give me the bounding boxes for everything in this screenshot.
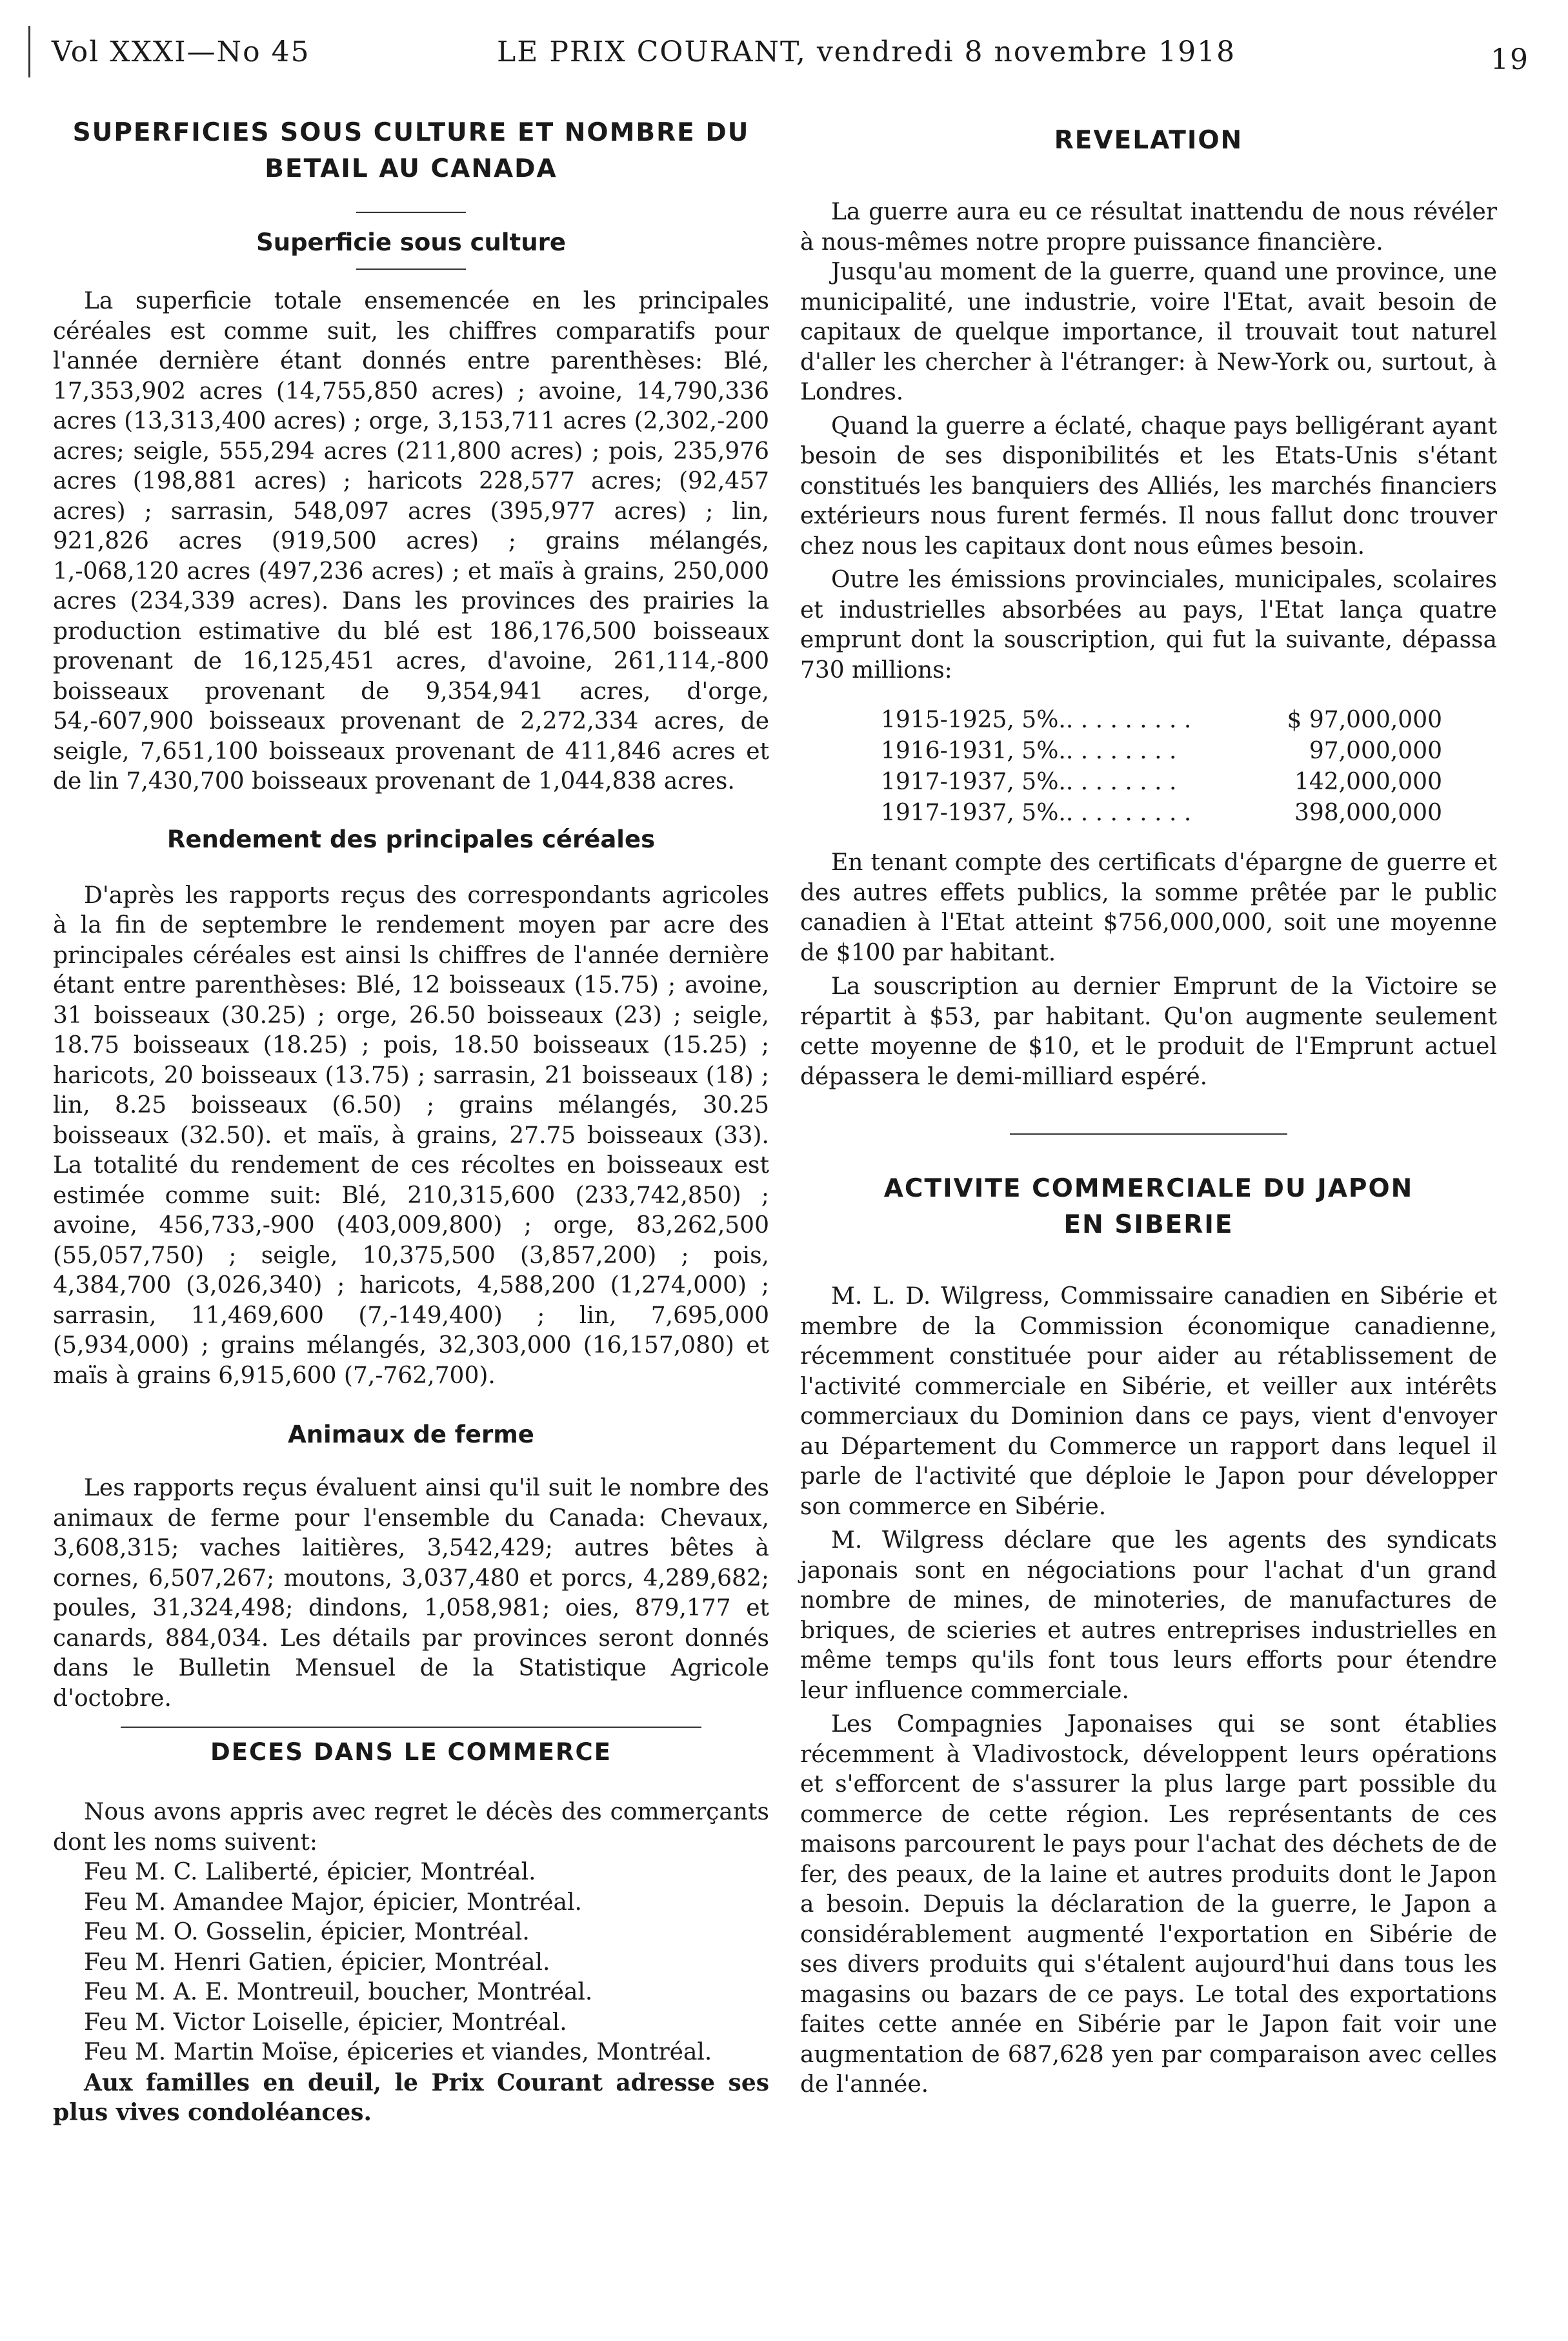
loan-period: 1916-1931, 5%.. . . . . . . . <box>881 738 1177 764</box>
article-title: REVELATION <box>1054 126 1243 155</box>
list-item: Feu M. C. Laliberté, épicier, Montréal. <box>84 1859 536 1885</box>
divider <box>356 212 466 213</box>
article-title-line2: BETAIL AU CANADA <box>265 154 558 183</box>
loan-period: 1917-1937, 5%.. . . . . . . . <box>881 769 1177 795</box>
paragraph: M. Wilgress déclare que les agents des syndicats japonais sont en négociations pour l'achat d'un grand nombre de mines, de minoteries, de manufactures de briques, de scieries et autres entreprises industrielles en même temps qu'ils font tous leurs efforts pour étendre leur influence commerciale. <box>800 1527 1497 1704</box>
paragraph: Les Compagnies Japonaises qui se sont établies récemment à Vladivostock, développent leurs opérations et s'efforcent de s'assurer la plus large part possible du commerce de cette région. Les représentants de ces maisons parcourent le pays pour l'achat des déchets de de fer, des peaux, de la laine et autres produits dont le Japon a besoin. Depuis la déclaration de la guerre, le Japon a considérablement augmenté l'exportation en Sibérie de ses divers produits qui s'étalent aujourd'hui dans tous les magasins ou bazars de ce pays. Le total des exportations faites cette année en Sibérie par le Japon fait voir une augmentation de 687,628 yen par comparaison avec celles de l'année. <box>800 1711 1497 2098</box>
margin-rule <box>28 26 30 77</box>
divider <box>356 269 466 270</box>
paragraph: M. L. D. Wilgress, Commissaire canadien en Sibérie et membre de la Commission économique canadienne, récemment constituée pour aider au rétablissement de l'activité commerciale en Sibérie, et veiller aux intérêts commerciaux du Dominion dans ce pays, vient d'envoyer au Département du Commerce un rapport dans lequel il parle de l'activité que déploie le Japon pour développer son commerce en Sibérie. <box>800 1283 1497 1520</box>
list-item: Feu M. Victor Loiselle, épicier, Montréal. <box>84 2009 567 2036</box>
paragraph: Jusqu'au moment de la guerre, quand une province, une municipalité, une industrie, voire l'Etat, avait besoin de capitaux de quelque importance, il trouvait tout naturel d'aller les chercher à l'étranger: à New-York ou, surtout, à Londres. <box>800 259 1497 405</box>
article-title-line1: ACTIVITE COMMERCIALE DU JAPON <box>883 1174 1414 1203</box>
table-row <box>881 767 1442 798</box>
list-item: Feu M. O. Gosselin, épicier, Montréal. <box>84 1919 530 1945</box>
masthead: LE PRIX COURANT, vendredi 8 novembre 1918 <box>497 35 1236 68</box>
paragraph: La souscription au dernier Emprunt de la Victoire se répartit à $53, par habitant. Qu'on augmente seulement cette moyenne de $10, et le produit de l'Emprunt actuel dépassera le demi-milliard espéré. <box>800 973 1497 1090</box>
divider <box>121 1727 701 1728</box>
list-item: Feu M. Martin Moïse, épiceries et viandes, Montréal. <box>84 2039 712 2065</box>
list-item: Feu M. Amandee Major, épicier, Montréal. <box>84 1889 582 1916</box>
article-title-line2: EN SIBERIE <box>1063 1210 1234 1239</box>
loan-amount: 97,000,000 <box>1309 738 1442 764</box>
list-item: Feu M. Henri Gatien, épicier, Montréal. <box>84 1949 550 1976</box>
loan-period: 1915-1925, 5%.. . . . . . . . . <box>881 707 1192 733</box>
paragraph: La guerre aura eu ce résultat inattendu de nous révéler à nous-mêmes notre propre puissance financière. <box>800 199 1497 256</box>
paragraph: Aux familles en deuil, le Prix Courant adresse ses plus vives condoléances. <box>53 2069 769 2126</box>
paragraph: Outre les émissions provinciales, municipales, scolaires et industrielles absorbées au pays, l'Etat lança quatre emprunt dont la souscription, qui fut la suivante, dépassa 730 millions: <box>800 567 1497 684</box>
paragraph: D'après les rapports reçus des correspondants agricoles à la fin de septembre le rendement moyen par acre des principales céréales est ainsi ls chiffres de l'année dernière étant entre parenthèses: Blé, 12 boisseaux (15.75) ; avoine, 31 boisseaux (30.25) ; orge, 26.50 boisseaux (23) ; seigle, 18.75 boisseaux (18.25) ; pois, 18.50 boisseaux (15.25) ; haricots, 20 boisseaux (13.75) ; sarrasin, 21 boisseaux (18) ; lin, 8.25 boisseaux (6.50) ; grains mélangés, 30.25 boisseaux (32.50). et maïs, à grains, 27.75 boisseaux (33). La totalité du rendement de ces récoltes en boisseaux est estimée comme suit: Blé, 210,315,600 (233,742,850) ; avoine, 456,733,-900 (403,009,800) ; orge, 83,262,500 (55,057,750) ; seigle, 10,375,500 (3,857,200) ; pois, 4,384,700 (3,026,340) ; haricots, 4,588,200 (1,274,000) ; sarrasin, 11,469,600 (7,-149,400) ; lin, 7,695,000 (5,934,000) ; grains mélangés, 32,303,000 (16,157,080) et maïs à grains 6,915,600 (7,-762,700). <box>53 882 769 1389</box>
loan-amount: 142,000,000 <box>1294 769 1442 795</box>
page-header <box>52 35 1529 87</box>
paragraph: Nous avons appris avec regret le décès des commerçants dont les noms suivent: <box>53 1799 769 1856</box>
loan-amount: $ 97,000,000 <box>1287 707 1442 733</box>
section-heading: Rendement des principales céréales <box>166 825 656 853</box>
paragraph: Les rapports reçus évaluent ainsi qu'il suit le nombre des animaux de ferme pour l'ensemble du Canada: Chevaux, 3,608,315; vaches laitières, 3,542,429; autres bêtes à cornes, 6,507,267; moutons, 3,037,480 et porcs, 4,289,682; poules, 31,324,498; dindons, 1,058,981; oies, 879,177 et canards, 884,034. Les détails par provinces seront donnés dans le Bulletin Mensuel de la Statistique Agricole d'octobre. <box>53 1475 769 1712</box>
deceased-list <box>53 1858 769 2068</box>
paragraph: En tenant compte des certificats d'épargne de guerre et des autres effets publics, la somme prêtée par le public canadien à l'Etat atteint $756,000,000, soit une moyenne de $100 par habitant. <box>800 849 1497 966</box>
table-row <box>881 705 1442 736</box>
article-title-line1: SUPERFICIES SOUS CULTURE ET NOMBRE DU <box>72 118 750 147</box>
table-row <box>881 736 1442 767</box>
list-item: Feu M. A. E. Montreuil, boucher, Montréal. <box>84 1979 593 2005</box>
right-column <box>800 103 1497 2100</box>
divider <box>1010 1133 1287 1135</box>
loan-table <box>881 705 1442 829</box>
section-heading: Animaux de ferme <box>288 1421 534 1448</box>
section-heading: Superficie sous culture <box>256 228 566 256</box>
left-column <box>53 103 769 2128</box>
page-number: 19 <box>1491 43 1529 76</box>
paragraph: Quand la guerre a éclaté, chaque pays belligérant ayant besoin de ses disponibilités et les Etats-Unis s'étant constitués les banquiers des Alliés, les marchés financiers extérieurs nous furent fermés. Il nous fallut donc trouver chez nous les capitaux dont nous eûmes besoin. <box>800 412 1497 560</box>
paragraph: La superficie totale ensemencée en les principales céréales est comme suit, les chiffres comparatifs pour l'année dernière étant donnés entre parenthèses: Blé, 17,353,902 acres (14,755,850 acres) ; avoine, 14,790,336 acres (13,313,400 acres) ; orge, 3,153,711 acres (2,302,-200 acres; seigle, 555,294 acres (211,800 acres) ; pois, 235,976 acres (198,881 acres) ; haricots 228,577 acres; (92,457 acres) ; sarrasin, 548,097 acres (395,977 acres) ; lin, 921,826 acres (919,500 acres) ; grains mélangés, 1,-068,120 acres (497,236 acres) ; et maïs à grains, 250,000 acres (234,339 acres). Dans les provinces des prairies la production estimative du blé est 186,176,500 boisseaux provenant de 16,125,451 acres, d'avoine, 261,114,-800 boisseaux provenant de 9,354,941 acres, d'orge, 54,-607,900 boisseaux provenant de 2,272,334 acres, de seigle, 7,651,100 boisseaux provenant de 411,846 acres et de lin 7,430,700 boisseaux provenant de 1,044,838 acres. <box>53 288 769 795</box>
table-row <box>881 798 1442 829</box>
loan-period: 1917-1937, 5%.. . . . . . . . . <box>881 800 1192 826</box>
volume-number: Vol XXXI—No 45 <box>52 35 310 68</box>
loan-amount: 398,000,000 <box>1294 800 1442 826</box>
section-heading: DECES DANS LE COMMERCE <box>210 1738 612 1766</box>
